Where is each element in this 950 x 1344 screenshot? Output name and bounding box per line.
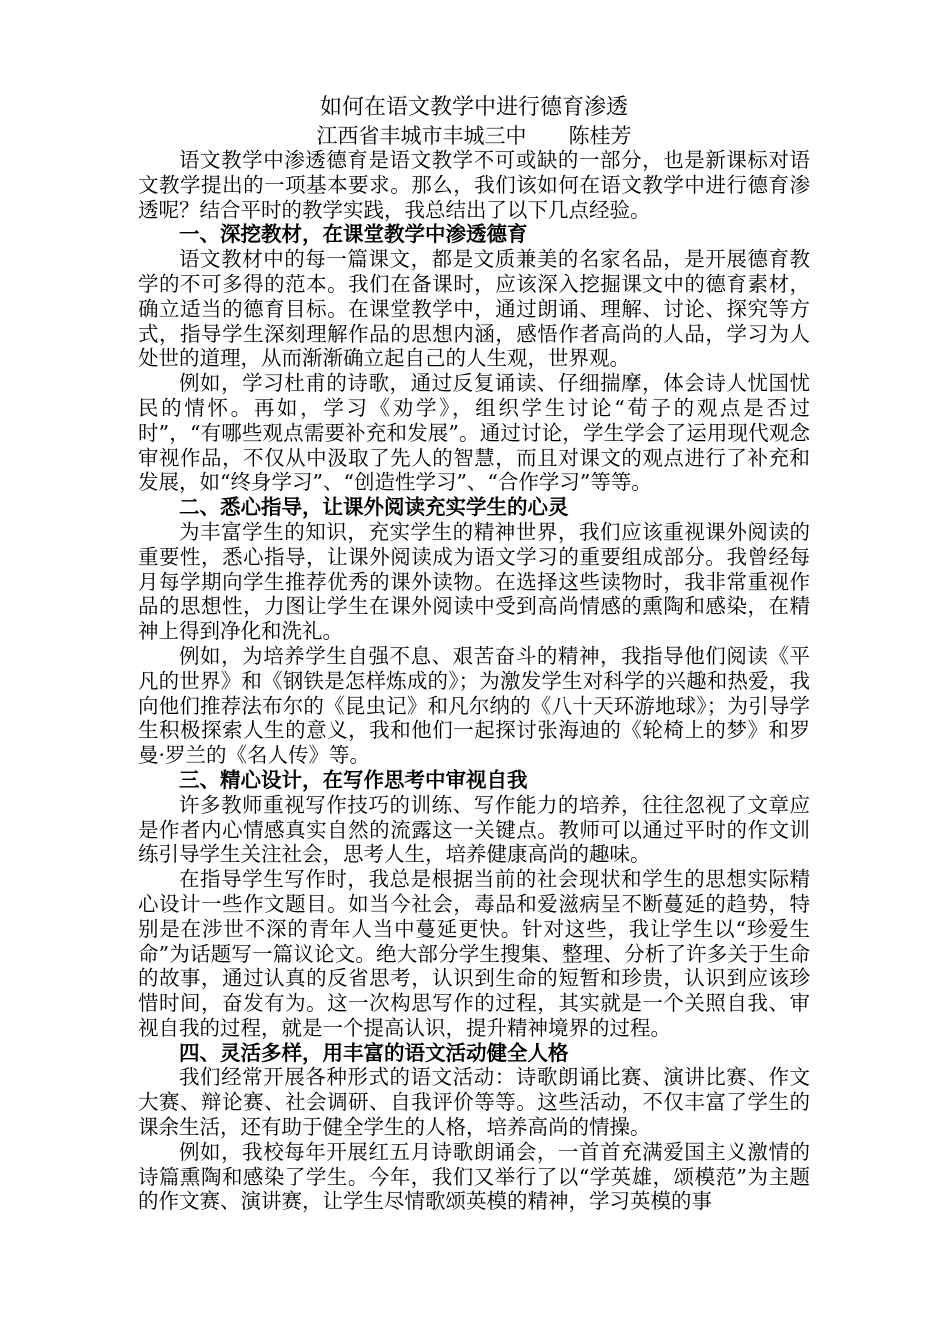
section-heading-4: 四、灵活多样，用丰富的语文活动健全人格	[179, 1040, 569, 1065]
body-paragraph: 例如，学习杜甫的诗歌，通过反复诵读、仔细揣摩，体会诗人忧国忧民的情怀。再如，学习《劝学》，组织学生讨论“荀子的观点是否过时”，“有哪些观点需要补充和发展”。通过讨论，学生学会了运用现代观念审视作品，不仅从中汲取了先人的智慧，而且对课文的观点进行了补充和发展，如“终身学习”、“创造性学习”、“合作学习”等等。	[138, 371, 810, 495]
body-paragraph: 例如，为培养学生自强不息、艰苦奋斗的精神，我指导他们阅读《平凡的世界》和《钢铁是怎样炼成的》；为激发学生对科学的兴趣和热爱，我向他们推荐法布尔的《昆虫记》和凡尔纳的《八十天环游地球》；为引导学生积极探索人生的意义，我和他们一起探讨张海迪的《轮椅上的梦》和罗曼·罗兰的《名人传》等。	[138, 643, 810, 768]
article-body	[138, 148, 810, 1214]
document-title: 如何在语文教学中进行德育渗透	[319, 95, 628, 120]
intro-paragraph: 语文教学中渗透德育是语文教学不可或缺的一部分，也是新课标对语文教学提出的一项基本要求。那么，我们该如何在语文教学中进行德育渗透呢？结合平时的教学实践，我总结出了以下几点经验。	[138, 148, 810, 222]
section-heading-1: 一、深挖教材，在课堂教学中渗透德育	[179, 222, 528, 247]
author-line: 江西省丰城市丰城三中 陈桂芳	[316, 124, 632, 148]
body-paragraph: 为丰富学生的知识，充实学生的精神世界，我们应该重视课外阅读的重要性，悉心指导，让课外阅读成为语文学习的重要组成部分。我曾经每月每学期向学生推荐优秀的课外读物。在选择这些读物时，我非常重视作品的思想性，力图让学生在课外阅读中受到高尚情感的熏陶和感染，在精神上得到净化和洗礼。	[138, 519, 810, 644]
body-paragraph: 例如，我校每年开展红五月诗歌朗诵会，一首首充满爱国主义激情的诗篇熏陶和感染了学生。今年，我们又举行了以“学英雄，颂模范”为主题的作文赛、演讲赛，让学生尽情歌颂英模的精神，学习英模的事	[138, 1139, 810, 1214]
section-heading-2: 二、悉心指导，让课外阅读充实学生的心灵	[179, 495, 569, 520]
body-paragraph: 语文教材中的每一篇课文，都是文质兼美的名家名品，是开展德育教学的不可多得的范本。我们在备课时，应该深入挖掘课文中的德育素材，确立适当的德育目标。在课堂教学中，通过朗诵、理解、讨论、探究等方式，指导学生深刻理解作品的思想内涵，感悟作者高尚的人品，学习为人处世的道理，从而渐渐确立起自己的人生观，世界观。	[138, 247, 810, 371]
body-paragraph: 许多教师重视写作技巧的训练、写作能力的培养，往往忽视了文章应是作者内心情感真实自然的流露这一关键点。教师可以通过平时的作文训练引导学生关注社会，思考人生，培养健康高尚的趣味。	[138, 792, 810, 867]
section-heading-3: 三、精心设计，在写作思考中审视自我	[179, 767, 528, 792]
body-paragraph: 我们经常开展各种形式的语文活动：诗歌朗诵比赛、演讲比赛、作文大赛、辩论赛、社会调研、自我评价等等。这些活动，不仅丰富了学生的课余生活，还有助于健全学生的人格，培养高尚的情操。	[138, 1065, 810, 1140]
body-paragraph: 在指导学生写作时，我总是根据当前的社会现状和学生的思想实际精心设计一些作文题目。如当今社会，毒品和爱滋病呈不断蔓延的趋势，特别是在涉世不深的青年人当中蔓延更快。针对这些，我让学生以“珍爱生命”为话题写一篇议论文。绝大部分学生搜集、整理、分析了许多关于生命的故事，通过认真的反省思考，认识到生命的短暂和珍贵，认识到应该珍惜时间，奋发有为。这一次构思写作的过程，其实就是一个关照自我、审视自我的过程，就是一个提高认识，提升精神境界的过程。	[138, 867, 810, 1040]
